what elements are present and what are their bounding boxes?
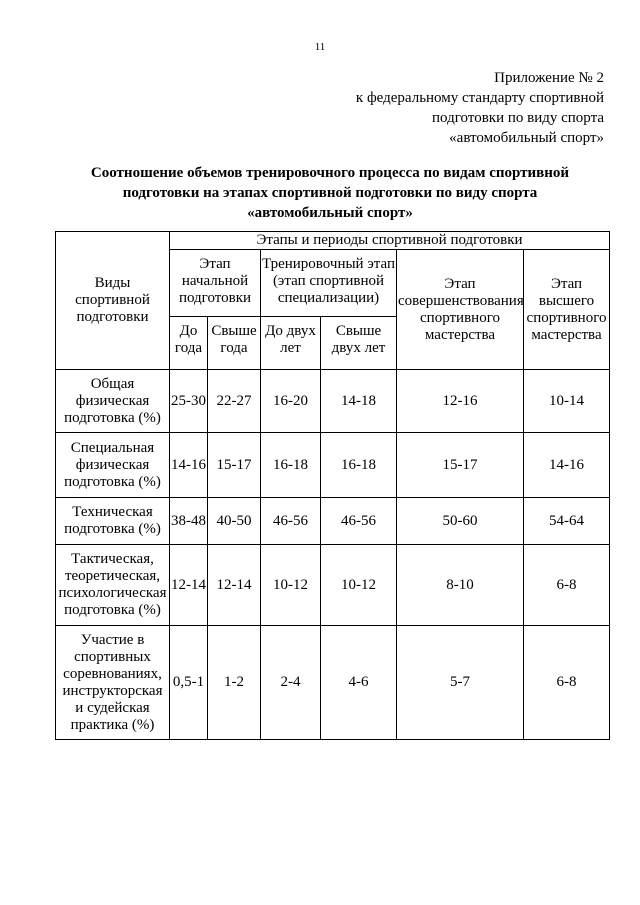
table-cell: 14-16	[170, 433, 208, 498]
header-stages-periods: Этапы и периоды спортивной подготовки	[170, 232, 610, 250]
header-over-year: Свыше года	[208, 317, 261, 370]
table-cell: 12-14	[170, 545, 208, 626]
appendix-line: подготовки по виду спорта	[432, 110, 604, 126]
header-up-to-two-years: До двух лет	[261, 317, 321, 370]
table-row	[56, 370, 610, 433]
table-cell: 10-12	[261, 545, 321, 626]
table-cell: 10-14	[524, 370, 610, 433]
table-cell: 40-50	[208, 498, 261, 545]
title-line: «автомобильный спорт»	[247, 205, 413, 221]
header-over-two-years: Свыше двух лет	[321, 317, 397, 370]
title-line: подготовки на этапах спортивной подготовки по виду спорта	[122, 185, 538, 201]
row-label: Техническая подготовка (%)	[56, 498, 170, 545]
table-cell: 46-56	[261, 498, 321, 545]
table-cell: 4-6	[321, 626, 397, 740]
header-training-stage: Тренировочный этап (этап спортивной специализации)	[261, 250, 397, 317]
table-cell: 54-64	[524, 498, 610, 545]
table-cell: 16-20	[261, 370, 321, 433]
table-row	[56, 498, 610, 545]
header-improvement-stage: Этап совершенствования спортивного мастерства	[397, 250, 524, 370]
table-cell: 5-7	[397, 626, 524, 740]
appendix-line: «автомобильный спорт»	[449, 130, 604, 146]
table-row	[56, 433, 610, 498]
table-cell: 12-14	[208, 545, 261, 626]
row-label: Специальная физическая подготовка (%)	[56, 433, 170, 498]
table-cell: 10-12	[321, 545, 397, 626]
header-up-to-year: До года	[170, 317, 208, 370]
appendix-line: к федеральному стандарту спортивной	[355, 90, 604, 106]
table-cell: 38-48	[170, 498, 208, 545]
table-row	[56, 626, 610, 740]
table-cell: 0,5-1	[170, 626, 208, 740]
table-cell: 6-8	[524, 545, 610, 626]
header-initial-stage: Этап начальной подготовки	[170, 250, 261, 317]
table-cell: 25-30	[170, 370, 208, 433]
table-cell: 15-17	[397, 433, 524, 498]
table-cell: 2-4	[261, 626, 321, 740]
table-cell: 22-27	[208, 370, 261, 433]
table-row	[56, 545, 610, 626]
table-cell: 16-18	[321, 433, 397, 498]
row-label: Участие в спортивных соревнованиях, инструкторская и судейская практика (%)	[56, 626, 170, 740]
document-title	[60, 163, 600, 223]
header-kinds: Виды спортивной подготовки	[56, 232, 170, 370]
row-label: Тактическая, теоретическая, психологическая подготовка (%)	[56, 545, 170, 626]
header-highest-stage: Этап высшего спортивного мастерства	[524, 250, 610, 370]
table-cell: 46-56	[321, 498, 397, 545]
row-label: Общая физическая подготовка (%)	[56, 370, 170, 433]
table-cell: 14-16	[524, 433, 610, 498]
page-number: 11	[314, 41, 326, 53]
appendix-block	[356, 68, 604, 148]
table-cell: 8-10	[397, 545, 524, 626]
title-line: Соотношение объемов тренировочного процесса по видам спортивной	[90, 165, 570, 181]
table-cell: 12-16	[397, 370, 524, 433]
appendix-line: Приложение № 2	[494, 70, 604, 86]
table-cell: 50-60	[397, 498, 524, 545]
table-cell: 16-18	[261, 433, 321, 498]
table-cell: 6-8	[524, 626, 610, 740]
table-cell: 15-17	[208, 433, 261, 498]
table-cell: 14-18	[321, 370, 397, 433]
training-ratio-table	[55, 231, 610, 740]
table-cell: 1-2	[208, 626, 261, 740]
